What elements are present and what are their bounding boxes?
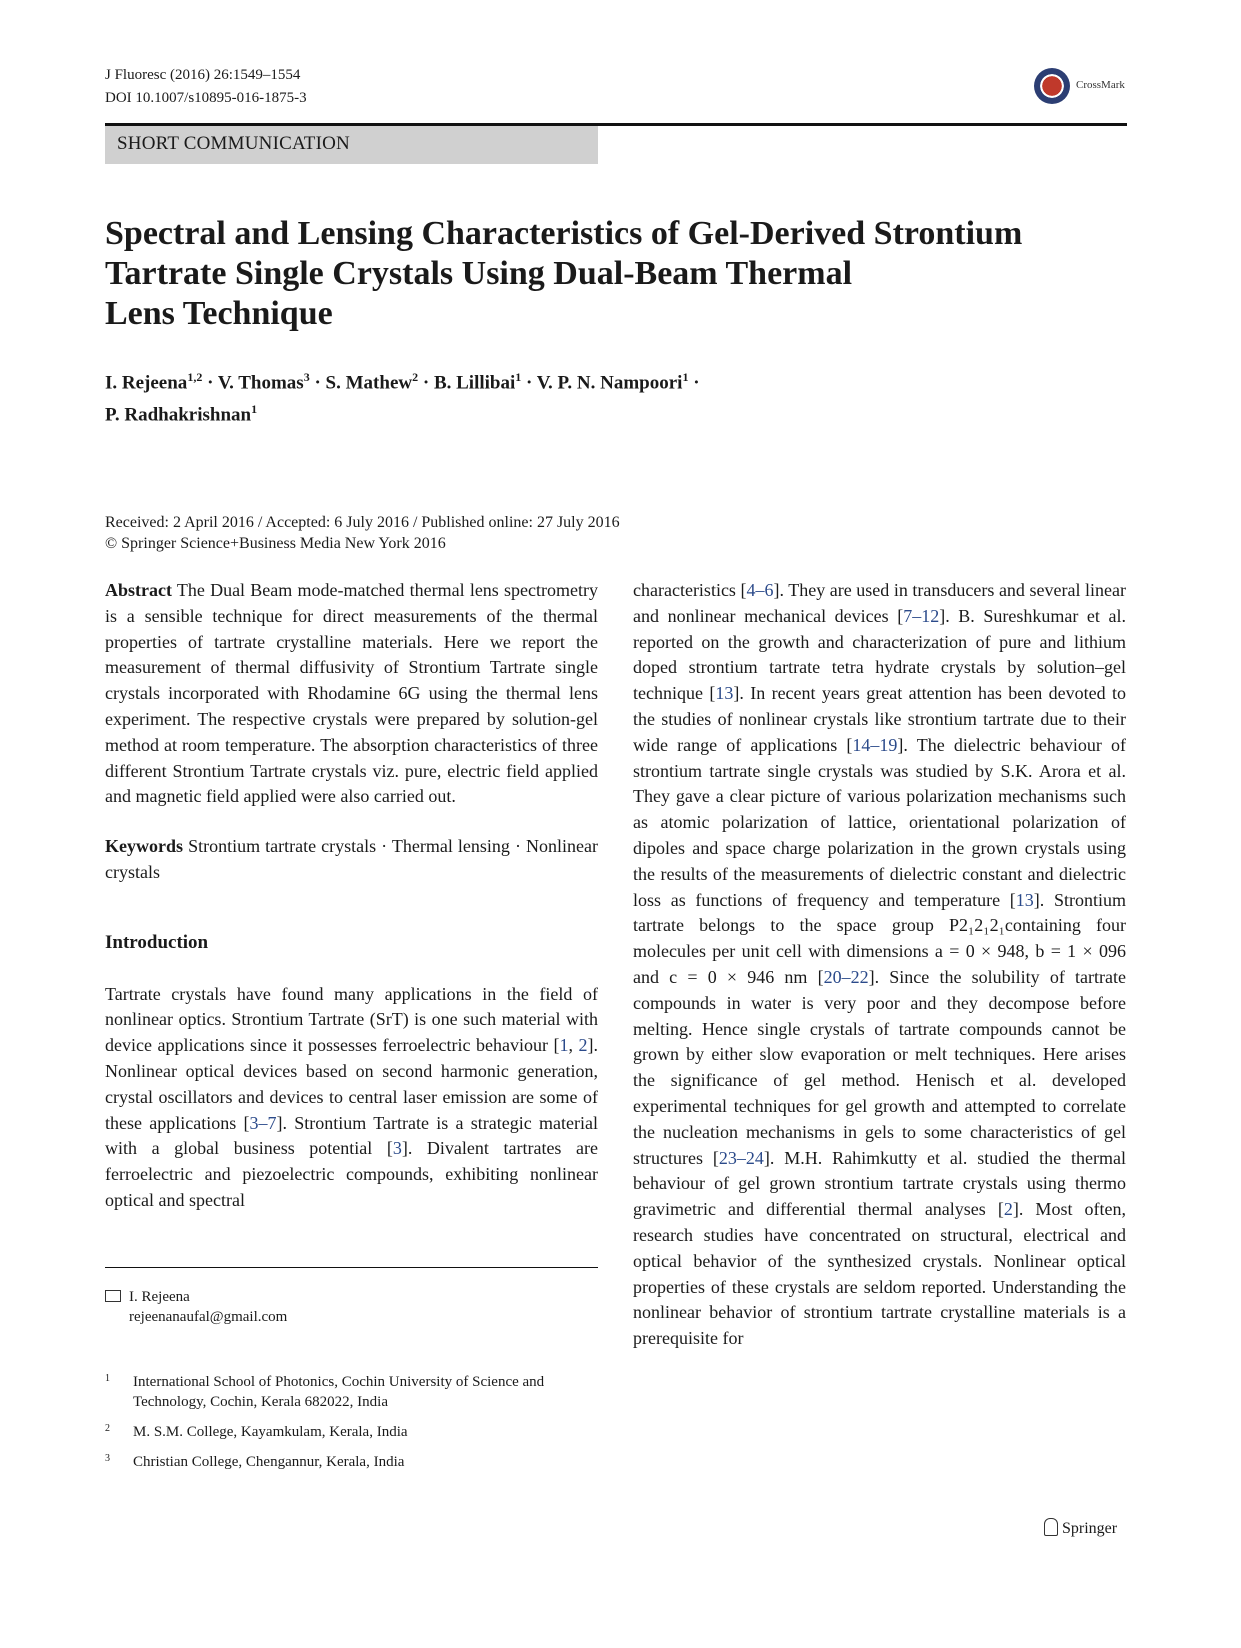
affiliation-item xyxy=(105,1422,598,1442)
body-text: ]. Since the solubility of tartrate compounds in water is very poor and they decompose before melting. Hence single crystals of tartrate compounds cannot be grown by either slow evaporation or melt techniques. Here arises the significance of gel method. Henisch et al. developed experimental techniques for gel growth and attempted to correlate the nucleation mechanisms in gels to some characteristics of gel structures [ xyxy=(633,966,1126,1168)
citation-link[interactable]: 7–12 xyxy=(903,605,940,626)
affiliation-text: International School of Photonics, Cochin University of Science and Technology, Cochin, Kerala 682022, India xyxy=(133,1374,545,1410)
body-text: ]. They are used in transducers and several linear and nonlinear mechanical devices [ xyxy=(633,580,1126,626)
body-text: ]. In recent years great attention has been devoted to the studies of nonlinear crystals like strontium tartrate due to their wide range of applications [ xyxy=(633,683,1127,755)
introduction-paragraph xyxy=(105,982,598,1214)
citation-link[interactable]: 20–22 xyxy=(823,966,869,987)
affiliation-text: M. S.M. College, Kayamkulam, Kerala, India xyxy=(133,1424,408,1440)
journal-line: J Fluoresc (2016) 26:1549–1554 xyxy=(105,67,301,83)
citation-link[interactable]: 13 xyxy=(715,683,734,704)
keywords-label: Keywords xyxy=(105,836,183,857)
body-text: ]. M.H. Rahimkutty et al. studied the thermal behaviour of gel grown strontium tartrate crystals using thermo gravimetric and differential thermal analyses [ xyxy=(633,1147,1126,1220)
introduction-heading: Introduction xyxy=(105,931,209,953)
citation-link[interactable]: 2 xyxy=(578,1035,588,1056)
left-column xyxy=(105,578,598,1228)
author-list: I. Rejeena$^{1,2}$ · V. Thomas$^3$ · S. Mathew$^2$ · B. Lillibai$^1$ · V. P. N. Nampoori$^1$ · P. Radhakrishnan$^1$ xyxy=(105,370,700,426)
author-affiliation-sup: 1 xyxy=(251,402,258,417)
envelope-icon xyxy=(105,1290,121,1302)
author-name: V. Thomas xyxy=(217,372,304,394)
contact-name: I. Rejeena xyxy=(129,1289,190,1305)
author-name: V. P. N. Nampoori xyxy=(536,372,683,394)
author-name: B. Lillibai xyxy=(433,372,516,394)
body-text: ]. Strontium tartrate belongs to the space group P2₁2₁2₁containing four molecules per unit cell with dimensions a = 0 × 948, b = 1 × 096 and c = 0 × 946 nm [ xyxy=(633,889,1126,987)
crossmark-label: CrossMark xyxy=(1076,79,1125,91)
abstract-label: Abstract xyxy=(105,580,172,600)
right-column xyxy=(633,578,1126,1366)
footnote-rule xyxy=(105,1267,598,1268)
author-name: S. Mathew xyxy=(325,372,413,394)
citation-link[interactable]: 2 xyxy=(1003,1199,1013,1220)
author-affiliation-sup: 1 xyxy=(682,370,689,384)
publisher-name: Springer xyxy=(1062,1520,1118,1537)
publication-dates xyxy=(105,512,620,554)
crossmark-badge[interactable] xyxy=(1034,68,1154,104)
intro-text: Tartrate crystals have found many applications in the field of nonlinear optics. Strontium Tartrate (SrT) is one such material with device applications since it possesses ferroelectric behaviour [ xyxy=(105,983,598,1056)
introduction-continued xyxy=(633,578,1126,1352)
publisher-logo xyxy=(1044,1518,1117,1538)
intro-text: ]. Strontium Tartrate is a strategic material with a global business potential [ xyxy=(105,1112,598,1159)
keywords xyxy=(105,834,598,886)
author-affiliation-sup: 1 xyxy=(515,370,522,384)
author-affiliation-sup: 1,2 xyxy=(187,370,203,384)
title-line-1: Spectral and Lensing Characteristics of Gel-Derived Strontium xyxy=(105,215,1023,252)
history-line: Received: 2 April 2016 / Accepted: 6 July 2016 / Published online: 27 July 2016 xyxy=(105,514,620,531)
section-label: SHORT COMMUNICATION xyxy=(117,133,350,154)
abstract-text: The Dual Beam mode-matched thermal lens spectrometry is a sensible technique for direct measurements of the thermal properties of tartrate crystalline materials. Here we report the measurement of thermal diffusivity of Strontium Tartrate single crystals incorporated with Rhodamine 6G using the thermal lens experiment. The respective crystals were prepared by solution-gel method at room temperature. The absorption characteristics of three different Strontium Tartrate crystals viz. pure, electric field applied and magnetic field applied were also carried out. xyxy=(105,580,598,807)
author-affiliation-sup: 2 xyxy=(412,370,419,384)
paper-title xyxy=(105,214,1125,334)
affiliation-text: Christian College, Chengannur, Kerala, India xyxy=(133,1454,405,1470)
citation-link[interactable]: 23–24 xyxy=(718,1147,764,1168)
copyright-line: © Springer Science+Business Media New York 2016 xyxy=(105,535,446,552)
body-text: ]. Most often, research studies have concentrated on structural, electrical and optical behavior of the synthesized crystals. Nonlinear optical properties of these crystals are seldom reported. Understanding the nonlinear behavior of strontium tartrate crystalline materials is a prerequisite for xyxy=(633,1199,1126,1349)
citation-link[interactable]: 1 xyxy=(559,1035,569,1056)
contact-email[interactable]: rejeenanaufal@gmail.com xyxy=(129,1309,288,1325)
citation-link[interactable]: 3 xyxy=(392,1138,402,1159)
crossmark-icon xyxy=(1034,68,1070,104)
body-text: ]. The dielectric behaviour of strontium tartrate single crystals was studied by S.K. Arora et al. They gave a clear picture of various polarization mechanisms such as atomic polarization of lattice, orientational polarization of dipoles and space charge polarization in the grown crystals using the results of the measurements of dielectric constant and dielectric loss as functions of frequency and temperature [ xyxy=(633,734,1126,910)
intro-text: ]. Nonlinear optical devices based on second harmonic generation, crystal oscillators and devices to central laser emission are some of these applications [ xyxy=(105,1035,599,1133)
title-line-2: Tartrate Single Crystals Using Dual-Beam Thermal xyxy=(105,255,853,292)
author-name: P. Radhakrishnan xyxy=(105,404,252,426)
title-line-3: Lens Technique xyxy=(105,295,333,332)
doi-line[interactable]: DOI 10.1007/s10895-016-1875-3 xyxy=(105,90,307,106)
author-name: I. Rejeena xyxy=(105,372,188,394)
affiliation-number: 1 xyxy=(105,1373,110,1384)
affiliation-item xyxy=(105,1452,598,1472)
body-text: characteristics [ xyxy=(633,580,747,600)
intro-text: ]. Divalent tartrates are ferroelectric and piezoelectric compounds, exhibiting nonlinear optical and spectral xyxy=(105,1138,598,1210)
citation-link[interactable]: 3–7 xyxy=(249,1112,277,1133)
springer-horse-icon xyxy=(1044,1518,1058,1536)
affiliation-item xyxy=(105,1372,598,1412)
affiliation-number: 3 xyxy=(105,1453,110,1464)
affiliation-number: 2 xyxy=(105,1423,110,1434)
section-band xyxy=(105,126,598,164)
author-affiliation-sup: 3 xyxy=(303,370,310,384)
citation-link[interactable]: 13 xyxy=(1015,889,1034,910)
corresponding-author xyxy=(105,1287,287,1327)
intro-text: , xyxy=(568,1035,579,1056)
affiliations xyxy=(105,1372,598,1482)
abstract xyxy=(105,578,598,810)
keywords-text: Strontium tartrate crystals · Thermal lensing · Nonlinear crystals xyxy=(105,836,598,882)
journal-citation xyxy=(105,64,307,110)
citation-link[interactable]: 4–6 xyxy=(746,580,774,600)
body-text: ]. B. Sureshkumar et al. reported on the growth and characterization of pure and lithium doped strontium tartrate tetra hydrate crystals by solution–gel technique [ xyxy=(633,605,1126,704)
citation-link[interactable]: 14–19 xyxy=(852,734,898,755)
